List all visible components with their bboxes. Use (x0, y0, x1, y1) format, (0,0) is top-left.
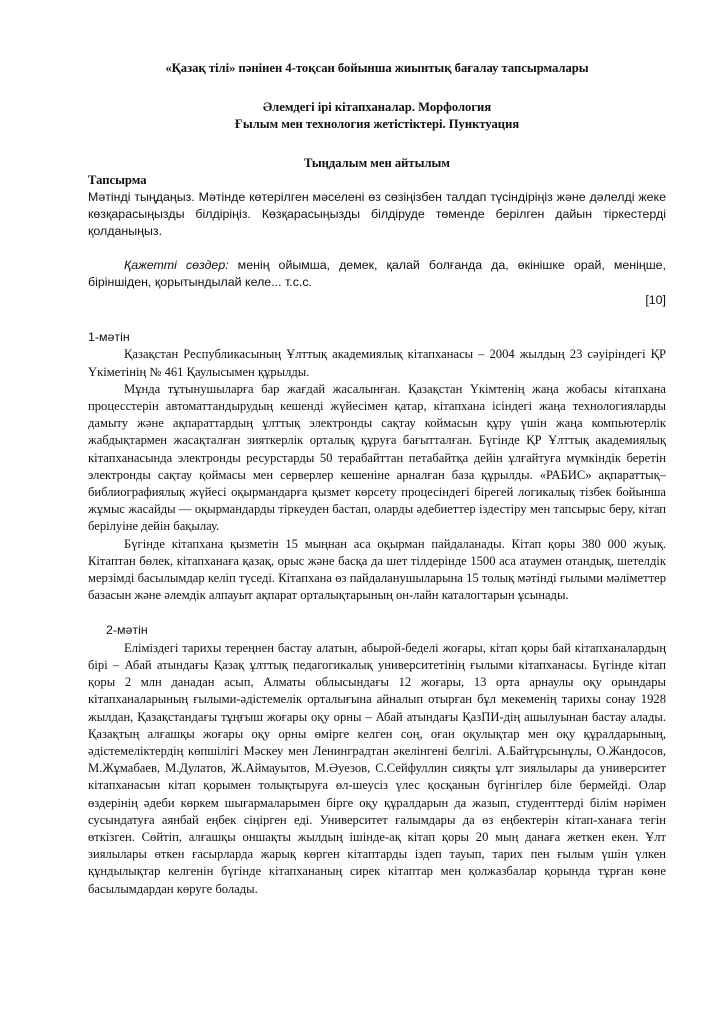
document-title: «Қазақ тілі» пәнінен 4-тоқсан бойынша жиынтық бағалау тапсырмалары (165, 61, 589, 75)
needed-words-paragraph (88, 257, 666, 291)
text2-paragraph-1: Еліміздегі тарихы тереңнен бастау алатын, абырой-беделі жоғары, кітап қоры бай кітапханалардың бірі – Абай атындағы Қазақ ұлттық педагогикалық университетінің ғылыми кітапханасы. Бүгінде кітап қоры 2 млн данадан асып, Алматы облысындағы 12 жоғары, 13 орта арнаулы оқу орындары кітапханаларының ғылыми-әдістемелік орталығына айналып отырған бұл мекеменің тарихы сонау 1928 жылдан, Қазақстандағы тұңғыш жоғары оқу орны – Абай атындағы ҚазПИ-дің ашылуынан бастау алады. Қазақтың алғашқы жоғары оқу орны өмірге келген соң, оған оқулықтар мен оқу құралдарының, әдістемеліктердің көпшілігі Мәскеу мен Ленинградтан әкелінгені белгілі. А.Байтұрсынұлы, О.Жандосов, М.Жұмабаев, М.Дулатов, Ж.Аймауытов, М.Әуезов, С.Сейфуллин сияқты ұлт зиялылары да университет кітапханасын кітап қорымен толықтыруға өл-шеусіз үлес қосқанын бүгінгілер біле бермейді. Олар өздерінің әдеби көркем шығармаларымен бірге оқу құралдарын да жазып, студенттерді білім нәрімен сусындатуға аянбай еңбек сіңірген еді. Университет ғалымдары да өз еңбектерін кітап-ханаға тегін өткізген. Сөйтіп, алғашқы оншақты жылдың ішінде-ақ кітап қоры 20 мың данаға жеткен екен. Ұлт зиялылары өткен ғасырларда жарық көрген кітаптарды іздеп тауып, тарих пен ғылым үшін үлкен құндылықтар келгенін бүгінде кітапхананың сирек кітаптар мен қолжазбалар қорында тұрған көне басылымдардан көруге болады. (88, 640, 666, 896)
score-marker: [10] (645, 293, 666, 308)
text2-label: 2-мәтін (106, 623, 148, 638)
needed-words-list: менің ойымша, демек, қалай болғанда да, өкінішке орай, меніңше, біріншіден, қорытындылай келе... т.с.с. (88, 257, 667, 289)
text1-paragraph-1: Қазақстан Республикасының Ұлттық академиялық кітапханасы – 2004 жылдың 23 сәуіріндегі ҚР Үкіметінің № 461 Қаулысымен құрылды. (88, 347, 666, 379)
task-label: Тапсырма (88, 172, 147, 187)
topic-title-1: Әлемдегі ірі кітапханалар. Морфология (262, 100, 492, 115)
text1-label: 1-мәтін (88, 330, 130, 345)
task-instruction: Мәтінді тыңдаңыз. Мәтінде көтерілген мәселені өз сөзіңізбен талдап түсіндіріңіз және дәлелді жеке көзқарасыңызды білдіріңіз. Көзқарасыңызды білдіруде төменде берілген дайын тіркестерді қолданыңыз. (88, 190, 666, 239)
topic-title-2: Ғылым мен технология жетістіктері. Пунктуация (234, 117, 520, 132)
needed-words-label: Қажетті сөздер: (124, 257, 229, 272)
section-title: Тыңдалым мен айтылым (304, 155, 450, 170)
text1-paragraph-2: Мұнда тұтынушыларға бар жағдай жасалынған. Қазақстан Үкімтенің жаңа жобасы кітапхана процесстерін автоматтандырудың кешенді жүйесімен қатар, кітапхана ісіндегі жаңа технологияларды дамыту және ақпараттардың ұлттық электронды сақтау коймасын құру үшін жаңа компьютерлік жабдықтармен жасақталған зияткерлік орталық құруға бағытталған. Бүгінде ҚР Ұлттық академиялық кітапханасында электронды ресурстарды 50 терабайттан петабайтқа дейін ұлғайтуға мүмкіндік беретін электронды сақтау қоймасы мен серверлер кешеніне арналған база құрылды. «РАБИС» ақпараттық–библиографиялық жүйесі оқырмандарға қызмет көрсету процесіндегі бірегей логикалық тізбек бойынша жұмыс жасайды — оқырмандарды тіркеуден бастап, оларды әдебиеттер іздестіру мен тапсырыс беру, кітап берілуіне дейін бақылау. (88, 381, 666, 534)
document-page (88, 60, 666, 898)
text1-paragraph-3: Бүгінде кітапхана қызметін 15 мыңнан аса оқырман пайдаланады. Кітап қоры 380 000 жуық. Кітаптан бөлек, кітапханаға қазақ, орыс және басқа да шет тілдерінде 1500 аса атаумен отандық, шетелдік мерзімді басылымдар келіп түседі. Кітапхана өз пайдаланушыларына 15 толық мәтінді ғылыми мәліметтер базасын және әлемдік алпауыт ақпарат орталықтарының он-лайн каталогтарын ұсынады. (88, 536, 666, 603)
